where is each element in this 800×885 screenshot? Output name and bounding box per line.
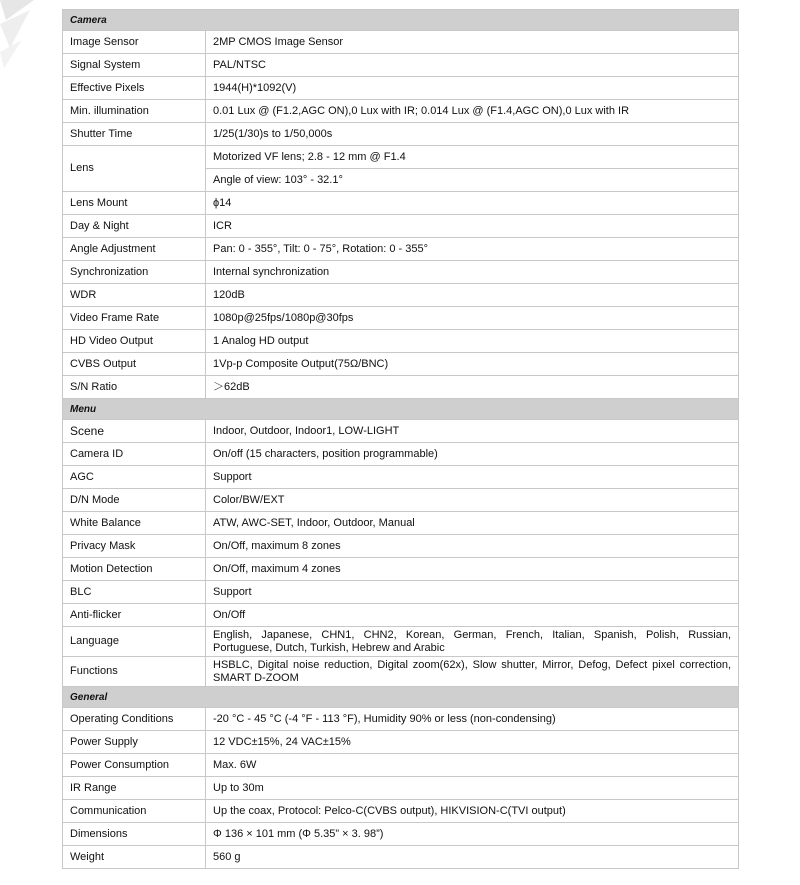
- spec-label: Camera ID: [63, 443, 206, 466]
- spec-label: Effective Pixels: [63, 77, 206, 100]
- spec-row-functions: [63, 657, 739, 687]
- spec-label: Language: [63, 627, 206, 657]
- spec-row-min-illumination: [63, 100, 739, 123]
- spec-label: BLC: [63, 581, 206, 604]
- spec-row-communication: [63, 800, 739, 823]
- spec-value: Internal synchronization: [206, 261, 739, 284]
- spec-value: Indoor, Outdoor, Indoor1, LOW-LIGHT: [206, 420, 739, 443]
- section-title: General: [63, 687, 739, 708]
- spec-label: Communication: [63, 800, 206, 823]
- spec-label: Min. illumination: [63, 100, 206, 123]
- corner-logo-graphic: [0, 0, 60, 70]
- spec-label: HD Video Output: [63, 330, 206, 353]
- spec-value: On/off (15 characters, position programmable): [206, 443, 739, 466]
- spec-row-image-sensor: [63, 31, 739, 54]
- spec-value: Support: [206, 581, 739, 604]
- spec-label: Motion Detection: [63, 558, 206, 581]
- spec-label: Lens: [63, 146, 206, 192]
- spec-value: Angle of view: 103° - 32.1°: [206, 169, 739, 192]
- spec-value: ATW, AWC-SET, Indoor, Outdoor, Manual: [206, 512, 739, 535]
- spec-label: White Balance: [63, 512, 206, 535]
- spec-value: Max. 6W: [206, 754, 739, 777]
- spec-value: Φ 136 × 101 mm (Φ 5.35” × 3. 98”): [206, 823, 739, 846]
- spec-value: ＞62dB: [206, 376, 739, 399]
- spec-row-power-consumption: [63, 754, 739, 777]
- spec-row-blc: [63, 581, 739, 604]
- spec-value: 1Vp-p Composite Output(75Ω/BNC): [206, 353, 739, 376]
- spec-row-d-n-mode: [63, 489, 739, 512]
- spec-value: Color/BW/EXT: [206, 489, 739, 512]
- spec-label: Scene: [63, 420, 206, 443]
- spec-value: 1/25(1/30)s to 1/50,000s: [206, 123, 739, 146]
- spec-row-privacy-mask: [63, 535, 739, 558]
- section-title: Menu: [63, 399, 739, 420]
- spec-value: English, Japanese, CHN1, CHN2, Korean, German, French, Italian, Spanish, Polish, Russian, Portuguese, Dutch, Turkish, Hebrew and Arabic: [206, 627, 739, 657]
- section-header-general: [63, 687, 739, 708]
- spec-row-anti-flicker: [63, 604, 739, 627]
- spec-row-camera-id: [63, 443, 739, 466]
- spec-label: Power Supply: [63, 731, 206, 754]
- spec-value: 0.01 Lux @ (F1.2,AGC ON),0 Lux with IR; 0.014 Lux @ (F1.4,AGC ON),0 Lux with IR: [206, 100, 739, 123]
- spec-row-lens: [63, 146, 739, 169]
- spec-row-motion-detection: [63, 558, 739, 581]
- spec-label: Functions: [63, 657, 206, 687]
- spec-row-synchronization: [63, 261, 739, 284]
- spec-label: Angle Adjustment: [63, 238, 206, 261]
- spec-value: ϕ14: [206, 192, 739, 215]
- spec-row-s-n-ratio: [63, 376, 739, 399]
- spec-value: 120dB: [206, 284, 739, 307]
- spec-row-operating-conditions: [63, 708, 739, 731]
- spec-value: On/Off, maximum 4 zones: [206, 558, 739, 581]
- spec-label: Video Frame Rate: [63, 307, 206, 330]
- spec-value: 1080p@25fps/1080p@30fps: [206, 307, 739, 330]
- spec-row-shutter-time: [63, 123, 739, 146]
- spec-label: Weight: [63, 846, 206, 869]
- spec-label: Shutter Time: [63, 123, 206, 146]
- spec-value: Motorized VF lens; 2.8 - 12 mm @ F1.4: [206, 146, 739, 169]
- spec-value: 560 g: [206, 846, 739, 869]
- spec-label: Signal System: [63, 54, 206, 77]
- spec-value: Support: [206, 466, 739, 489]
- spec-row-agc: [63, 466, 739, 489]
- spec-row-lens-mount: [63, 192, 739, 215]
- spec-row-effective-pixels: [63, 77, 739, 100]
- spec-row-weight: [63, 846, 739, 869]
- spec-row-white-balance: [63, 512, 739, 535]
- spec-value: Up the coax, Protocol: Pelco-C(CVBS output), HIKVISION-C(TVI output): [206, 800, 739, 823]
- spec-label: Operating Conditions: [63, 708, 206, 731]
- spec-row-scene: [63, 420, 739, 443]
- spec-value: 1944(H)*1092(V): [206, 77, 739, 100]
- spec-label: AGC: [63, 466, 206, 489]
- spec-value: On/Off: [206, 604, 739, 627]
- spec-value: Pan: 0 - 355°, Tilt: 0 - 75°, Rotation: 0 - 355°: [206, 238, 739, 261]
- spec-value: HSBLC, Digital noise reduction, Digital zoom(62x), Slow shutter, Mirror, Defog, Defect pixel correction, SMART D-ZOOM: [206, 657, 739, 687]
- spec-value: -20 °C - 45 °C (-4 °F - 113 °F), Humidity 90% or less (non-condensing): [206, 708, 739, 731]
- spec-value: ICR: [206, 215, 739, 238]
- spec-row-signal-system: [63, 54, 739, 77]
- spec-row-video-frame-rate: [63, 307, 739, 330]
- spec-value: Up to 30m: [206, 777, 739, 800]
- spec-label: Image Sensor: [63, 31, 206, 54]
- spec-value: 1 Analog HD output: [206, 330, 739, 353]
- spec-row-language: [63, 627, 739, 657]
- spec-label: Privacy Mask: [63, 535, 206, 558]
- spec-label: Lens Mount: [63, 192, 206, 215]
- spec-row-wdr: [63, 284, 739, 307]
- section-header-menu: [63, 399, 739, 420]
- spec-label: Power Consumption: [63, 754, 206, 777]
- spec-value: On/Off, maximum 8 zones: [206, 535, 739, 558]
- spec-row-hd-video-output: [63, 330, 739, 353]
- spec-label: IR Range: [63, 777, 206, 800]
- spec-label: D/N Mode: [63, 489, 206, 512]
- spec-table: [62, 9, 739, 869]
- spec-row-power-supply: [63, 731, 739, 754]
- section-title: Camera: [63, 10, 739, 31]
- spec-value: 12 VDC±15%, 24 VAC±15%: [206, 731, 739, 754]
- spec-label: S/N Ratio: [63, 376, 206, 399]
- spec-label: Anti-flicker: [63, 604, 206, 627]
- spec-label: WDR: [63, 284, 206, 307]
- spec-row-ir-range: [63, 777, 739, 800]
- spec-row-cvbs-output: [63, 353, 739, 376]
- spec-value: 2MP CMOS Image Sensor: [206, 31, 739, 54]
- spec-value: PAL/NTSC: [206, 54, 739, 77]
- spec-row-day-night: [63, 215, 739, 238]
- spec-row-angle-adjustment: [63, 238, 739, 261]
- spec-label: CVBS Output: [63, 353, 206, 376]
- section-header-camera: [63, 10, 739, 31]
- spec-row-dimensions: [63, 823, 739, 846]
- spec-label: Synchronization: [63, 261, 206, 284]
- spec-label: Dimensions: [63, 823, 206, 846]
- spec-label: Day & Night: [63, 215, 206, 238]
